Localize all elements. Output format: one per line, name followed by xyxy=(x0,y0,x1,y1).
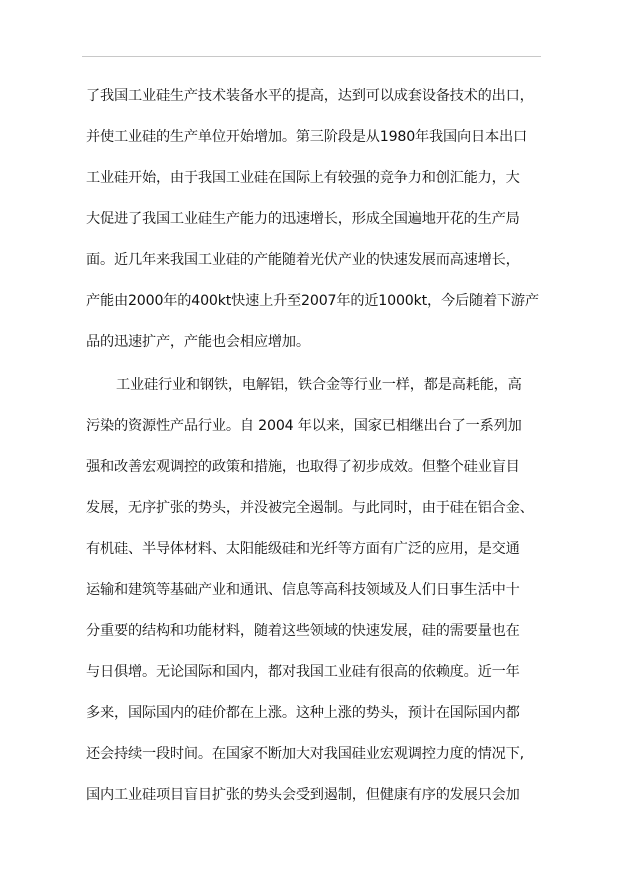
body-text xyxy=(86,76,542,816)
text-line: 与日俱增。无论国际和国内，都对我国工业硅有很高的依赖度。近一年 xyxy=(86,664,520,680)
text-line: 并使工业硅的生产单位开始增加。第三阶段是从1980年我国向日本出口 xyxy=(86,129,527,145)
paragraph-1 xyxy=(86,76,542,363)
text-line: 运输和建筑等基础产业和通讯、信息等高科技领域及人们日事生活中十 xyxy=(86,582,520,598)
text-line: 工业硅行业和钢铁，电解铝，铁合金等行业一样，都是高耗能，高 xyxy=(116,377,522,393)
text-line: 强和改善宏观调控的政策和措施，也取得了初步成效。但整个硅业盲目 xyxy=(86,459,520,475)
text-line: 污染的资源性产品行业。自 2004 年以来，国家已相继出台了一系列加 xyxy=(86,418,522,434)
text-line: 发展，无序扩张的势头，并没被完全遏制。与此同时，由于硅在铝合金、 xyxy=(86,500,534,516)
text-line: 面。近几年来我国工业硅的产能随着光伏产业的快速发展而高速增长， xyxy=(86,252,520,268)
text-line: 有机硅、半导体材料、太阳能级硅和光纤等方面有广泛的应用，是交通 xyxy=(86,541,520,557)
header-rule xyxy=(82,56,541,57)
text-line: 分重要的结构和功能材料，随着这些领域的快速发展，硅的需要量也在 xyxy=(86,623,520,639)
text-line: 还会持续一段时间。在国家不断加大对我国硅业宏观调控力度的情况下, xyxy=(86,746,524,762)
text-line: 产能由2000年的400kt快速上升至2007年的近1000kt，今后随着下游产 xyxy=(86,293,539,309)
text-line: 品的迅速扩产，产能也会相应增加。 xyxy=(86,334,310,350)
text-line: 工业硅开始，由于我国工业硅在国际上有较强的竞争力和创汇能力，大 xyxy=(86,170,520,186)
text-line: 多来，国际国内的硅价都在上涨。这种上涨的势头，预计在国际国内都 xyxy=(86,705,520,721)
text-line: 了我国工业硅生产技术装备水平的提高，达到可以成套设备技术的出口， xyxy=(86,88,534,104)
paragraph-2 xyxy=(86,365,542,816)
text-line: 大促进了我国工业硅生产能力的迅速增长，形成全国遍地开花的生产局 xyxy=(86,211,520,227)
text-line: 国内工业硅项目盲目扩张的势头会受到遏制，但健康有序的发展只会加 xyxy=(86,787,520,803)
